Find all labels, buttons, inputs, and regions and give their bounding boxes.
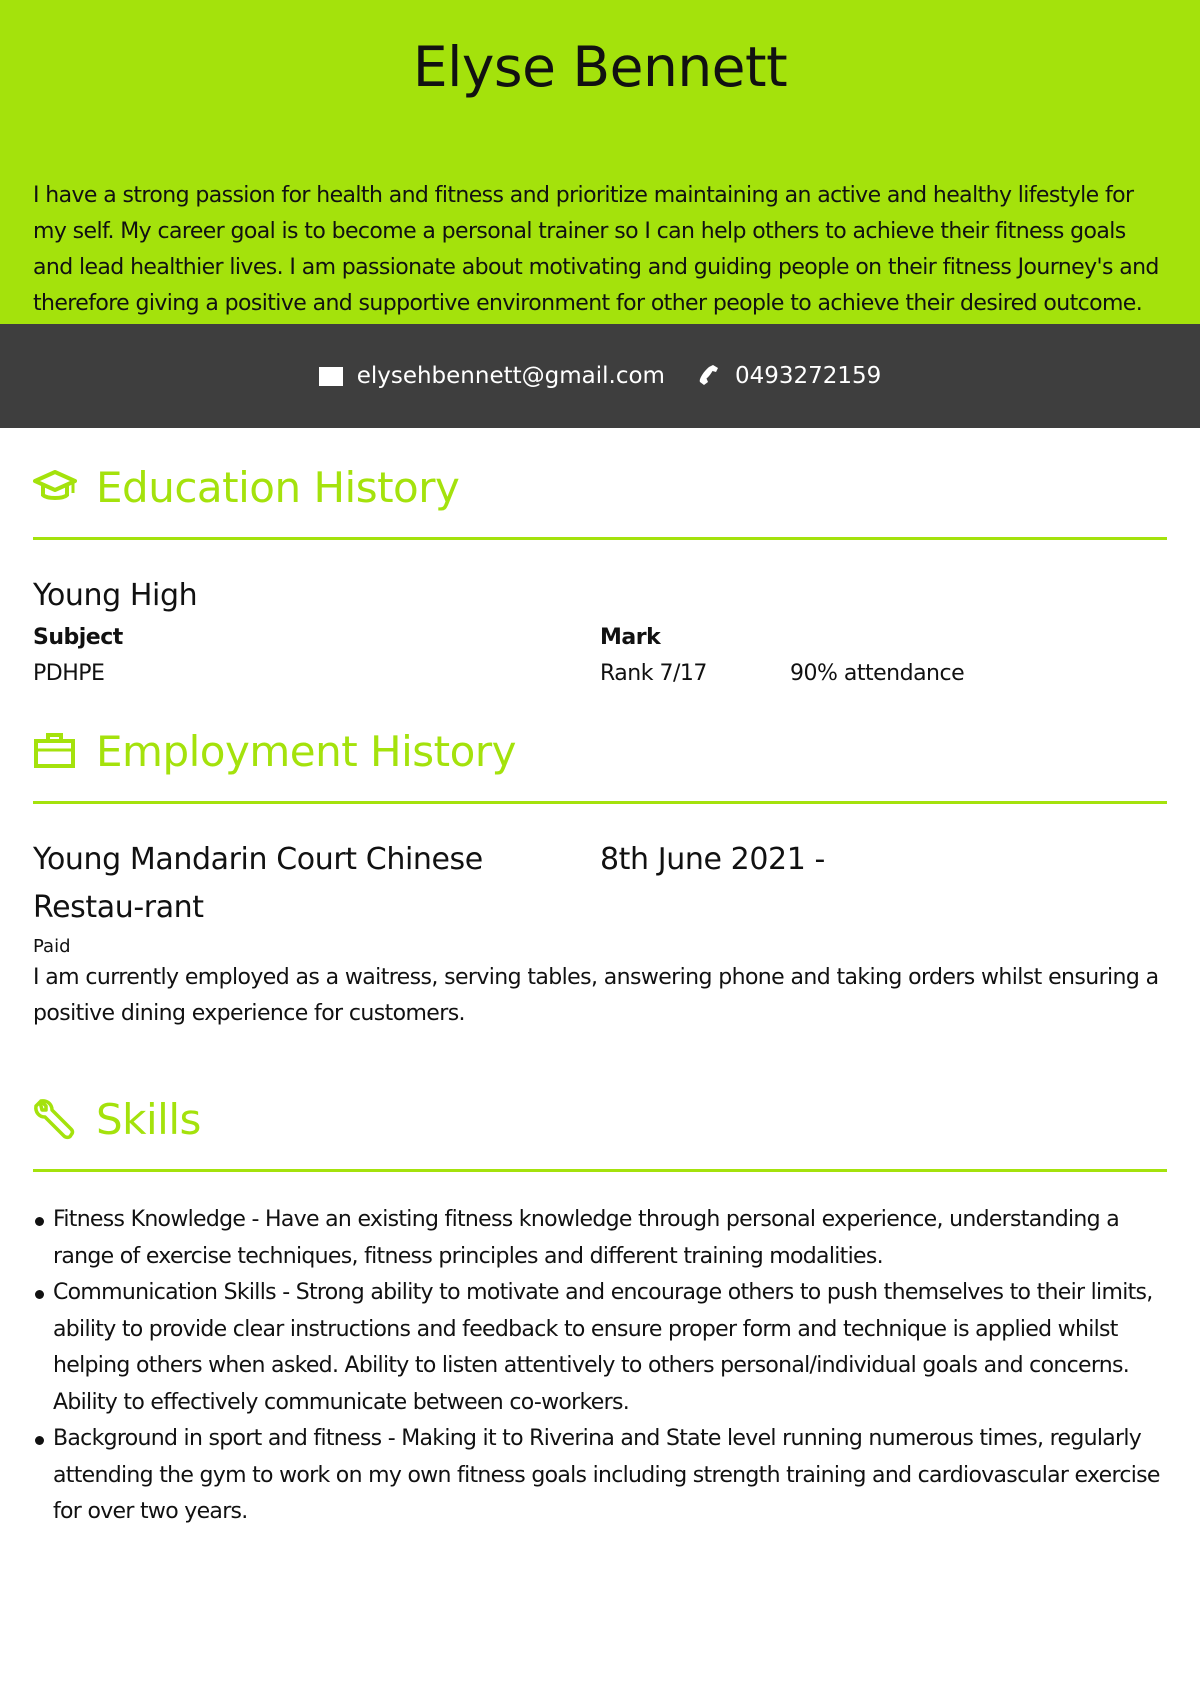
phone-text[interactable]: 0493272159	[734, 363, 882, 389]
school-name: Young High	[33, 578, 198, 613]
contact-email[interactable]	[319, 363, 665, 389]
graduation-cap-icon	[33, 466, 77, 510]
envelope-icon	[319, 367, 343, 386]
resume-header	[0, 0, 1200, 324]
employment-entry	[33, 836, 1167, 932]
section-header	[33, 692, 1167, 804]
list-item: Background in sport and fitness - Making it to Riverina and State level running numerous times, regularly attending the gym to work on my own fitness goals including strength training and cardiovascular exercise for over two years.	[33, 1421, 1167, 1531]
contact-bar	[0, 324, 1200, 428]
skills-list	[33, 1202, 1167, 1531]
subject-header: Subject	[33, 625, 123, 650]
mark-value: Rank 7/17	[600, 661, 707, 686]
candidate-name: Elyse Bennett	[412, 35, 788, 99]
skills-section	[33, 1060, 1167, 1531]
employment-date: 8th June 2021 -	[600, 842, 825, 877]
wrench-icon	[33, 1098, 77, 1142]
section-title: Employment History	[96, 727, 516, 776]
phone-icon	[697, 364, 721, 388]
education-section	[33, 428, 1167, 692]
section-header	[33, 428, 1167, 540]
empty-cell	[790, 620, 1167, 656]
resume-content	[0, 428, 1200, 1531]
mark-header: Mark	[600, 625, 661, 650]
employer-name: Young Mandarin Court Chinese Restau-rant	[33, 842, 483, 925]
attendance-value: 90% attendance	[790, 661, 965, 686]
subject-value: PDHPE	[33, 661, 105, 686]
briefcase-icon	[33, 730, 77, 774]
profile-summary: I have a strong passion for health and fitness and prioritize maintaining an active and healthy lifestyle for my self. My career goal is to become a personal trainer so I can help others to achieve their fitness goals and lead healthier lives. I am passionate about motivating and guiding people on their fitness Journey's and therefore giving a positive and supportive environment for other people to achieve their desired outcome.	[33, 183, 1159, 316]
section-header	[33, 1060, 1167, 1172]
employment-section	[33, 692, 1167, 1032]
section-title: Education History	[96, 463, 460, 512]
list-item: Fitness Knowledge - Have an existing fitness knowledge through personal experience, understanding a range of exercise techniques, fitness principles and different training modalities.	[33, 1202, 1167, 1275]
email-text[interactable]: elysehbennett@gmail.com	[356, 363, 665, 389]
contact-phone[interactable]	[697, 363, 881, 389]
section-title: Skills	[96, 1095, 201, 1144]
employment-type: Paid	[33, 936, 71, 957]
employment-description: I am currently employed as a waitress, serving tables, answering phone and taking orders whilst ensuring a positive dining experience for customers.	[33, 965, 1159, 1026]
education-table	[33, 620, 1167, 692]
list-item: Communication Skills - Strong ability to motivate and encourage others to push themselves to their limits, ability to provide clear instructions and feedback to ensure proper form and technique is applied whilst helping others when asked. Ability to listen attentively to others personal/individual goals and concerns. Ability to effectively communicate between co-workers.	[33, 1275, 1167, 1421]
